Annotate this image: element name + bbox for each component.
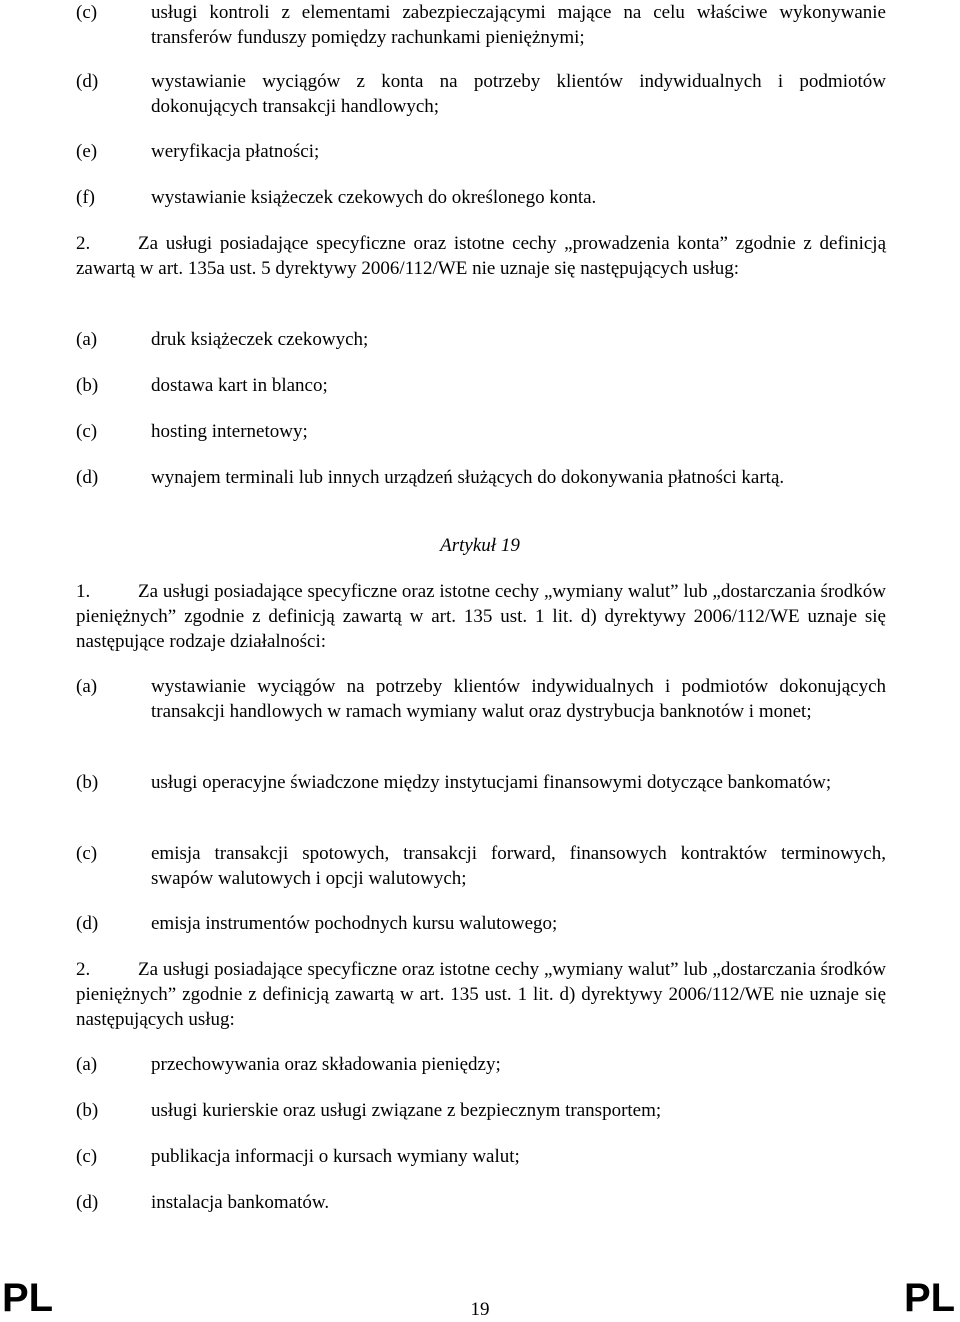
- item-label: (e): [76, 141, 98, 162]
- paragraph-number: 2.: [76, 959, 91, 980]
- item-label: (c): [76, 2, 98, 23]
- item-text: wystawianie wyciągów z konta na potrzeby klientów indywidualnych i podmiotów dokonujących transakcji handlowych;: [151, 71, 886, 117]
- article-heading: Artykuł 19: [440, 535, 520, 556]
- paragraph-number: 2.: [76, 233, 91, 254]
- item-text: wystawianie wyciągów na potrzeby klientów indywidualnych i podmiotów dokonujących transakcji handlowych w ramach wymiany walut oraz dystrybucja banknotów i monet;: [151, 676, 886, 722]
- item-text: emisja instrumentów pochodnych kursu walutowego;: [151, 913, 558, 934]
- item-text: wynajem terminali lub innych urządzeń służących do dokonywania płatności kartą.: [151, 467, 785, 488]
- paragraph-1: [76, 579, 886, 654]
- footer-language-left: PL: [2, 1276, 54, 1320]
- paragraph-2: [76, 231, 886, 281]
- item-text: wystawianie książeczek czekowych do określonego konta.: [151, 187, 597, 208]
- item-label: (d): [76, 71, 99, 92]
- paragraph-2-art19: [76, 957, 886, 1032]
- item-label: (b): [76, 772, 99, 793]
- item-text: publikacja informacji o kursach wymiany walut;: [151, 1146, 520, 1167]
- item-label: (c): [76, 421, 98, 442]
- item-label: (b): [76, 375, 99, 396]
- item-text: weryfikacja płatności;: [151, 141, 320, 162]
- item-text: przechowywania oraz składowania pieniędzy;: [151, 1054, 501, 1075]
- item-label: (f): [76, 187, 95, 208]
- item-label: (d): [76, 467, 99, 488]
- item-label: (a): [76, 676, 98, 697]
- item-text: emisja transakcji spotowych, transakcji forward, finansowych kontraktów terminowych, swapów walutowych i opcji walutowych;: [151, 843, 886, 889]
- item-label: (d): [76, 913, 99, 934]
- item-label: (d): [76, 1192, 99, 1213]
- paragraph-number: 1.: [76, 581, 91, 602]
- item-label: (c): [76, 843, 98, 864]
- item-text: usługi kurierskie oraz usługi związane z bezpiecznym transportem;: [151, 1100, 662, 1121]
- item-text: dostawa kart in blanco;: [151, 375, 328, 396]
- item-text: usługi kontroli z elementami zabezpieczającymi mające na celu właściwe wykonywanie transferów funduszy pomiędzy rachunkami pieniężnymi;: [151, 2, 886, 48]
- item-text: usługi operacyjne świadczone między instytucjami finansowymi dotyczące bankomatów;: [151, 772, 832, 793]
- item-label: (b): [76, 1100, 99, 1121]
- paragraph-text: Za usługi posiadające specyficzne oraz istotne cechy „wymiany walut” lub „dostarczania środków pieniężnych” zgodnie z definicją zawartą w art. 135 ust. 1 lit. d) dyrektywy 2006/112/WE uznaje się następujące rodzaje działalności:: [76, 581, 886, 652]
- item-text: druk książeczek czekowych;: [151, 329, 369, 350]
- footer-language-right: PL: [904, 1276, 956, 1320]
- paragraph-text: Za usługi posiadające specyficzne oraz istotne cechy „prowadzenia konta” zgodnie z definicją zawartą w art. 135a ust. 5 dyrektywy 2006/112/WE nie uznaje się następujących usług:: [76, 233, 886, 279]
- item-label: (a): [76, 1054, 98, 1075]
- item-label: (c): [76, 1146, 98, 1167]
- item-text: hosting internetowy;: [151, 421, 308, 442]
- page-number: 19: [470, 1299, 490, 1320]
- item-text: instalacja bankomatów.: [151, 1192, 330, 1213]
- item-label: (a): [76, 329, 98, 350]
- paragraph-text: Za usługi posiadające specyficzne oraz istotne cechy „wymiany walut” lub „dostarczania środków pieniężnych” zgodnie z definicją zawartą w art. 135 ust. 1 lit. d) dyrektywy 2006/112/WE nie uznaje się następujących usług:: [76, 959, 886, 1030]
